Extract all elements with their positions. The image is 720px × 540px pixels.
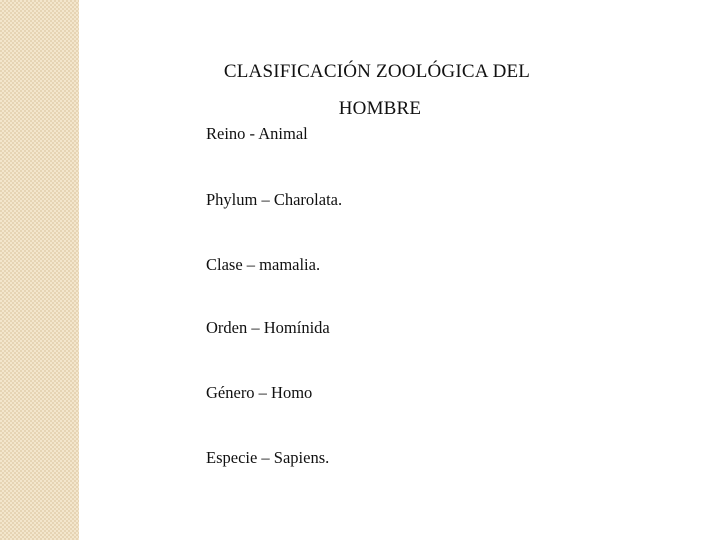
classification-item-orden: Orden – Homínida <box>206 318 330 337</box>
classification-item-especie: Especie – Sapiens. <box>206 448 330 467</box>
decorative-side-stripe <box>0 0 79 540</box>
classification-item-genero: Género – Homo <box>206 383 313 402</box>
classification-item-clase: Clase – mamalia. <box>206 255 321 274</box>
title-line-1: CLASIFICACIÓN ZOOLÓGICA DEL <box>223 61 531 82</box>
slide-title <box>200 53 554 127</box>
title-line-2: HOMBRE <box>338 98 422 119</box>
classification-item-reino: Reino - Animal <box>206 124 308 143</box>
classification-item-phylum: Phylum – Charolata. <box>206 190 343 209</box>
